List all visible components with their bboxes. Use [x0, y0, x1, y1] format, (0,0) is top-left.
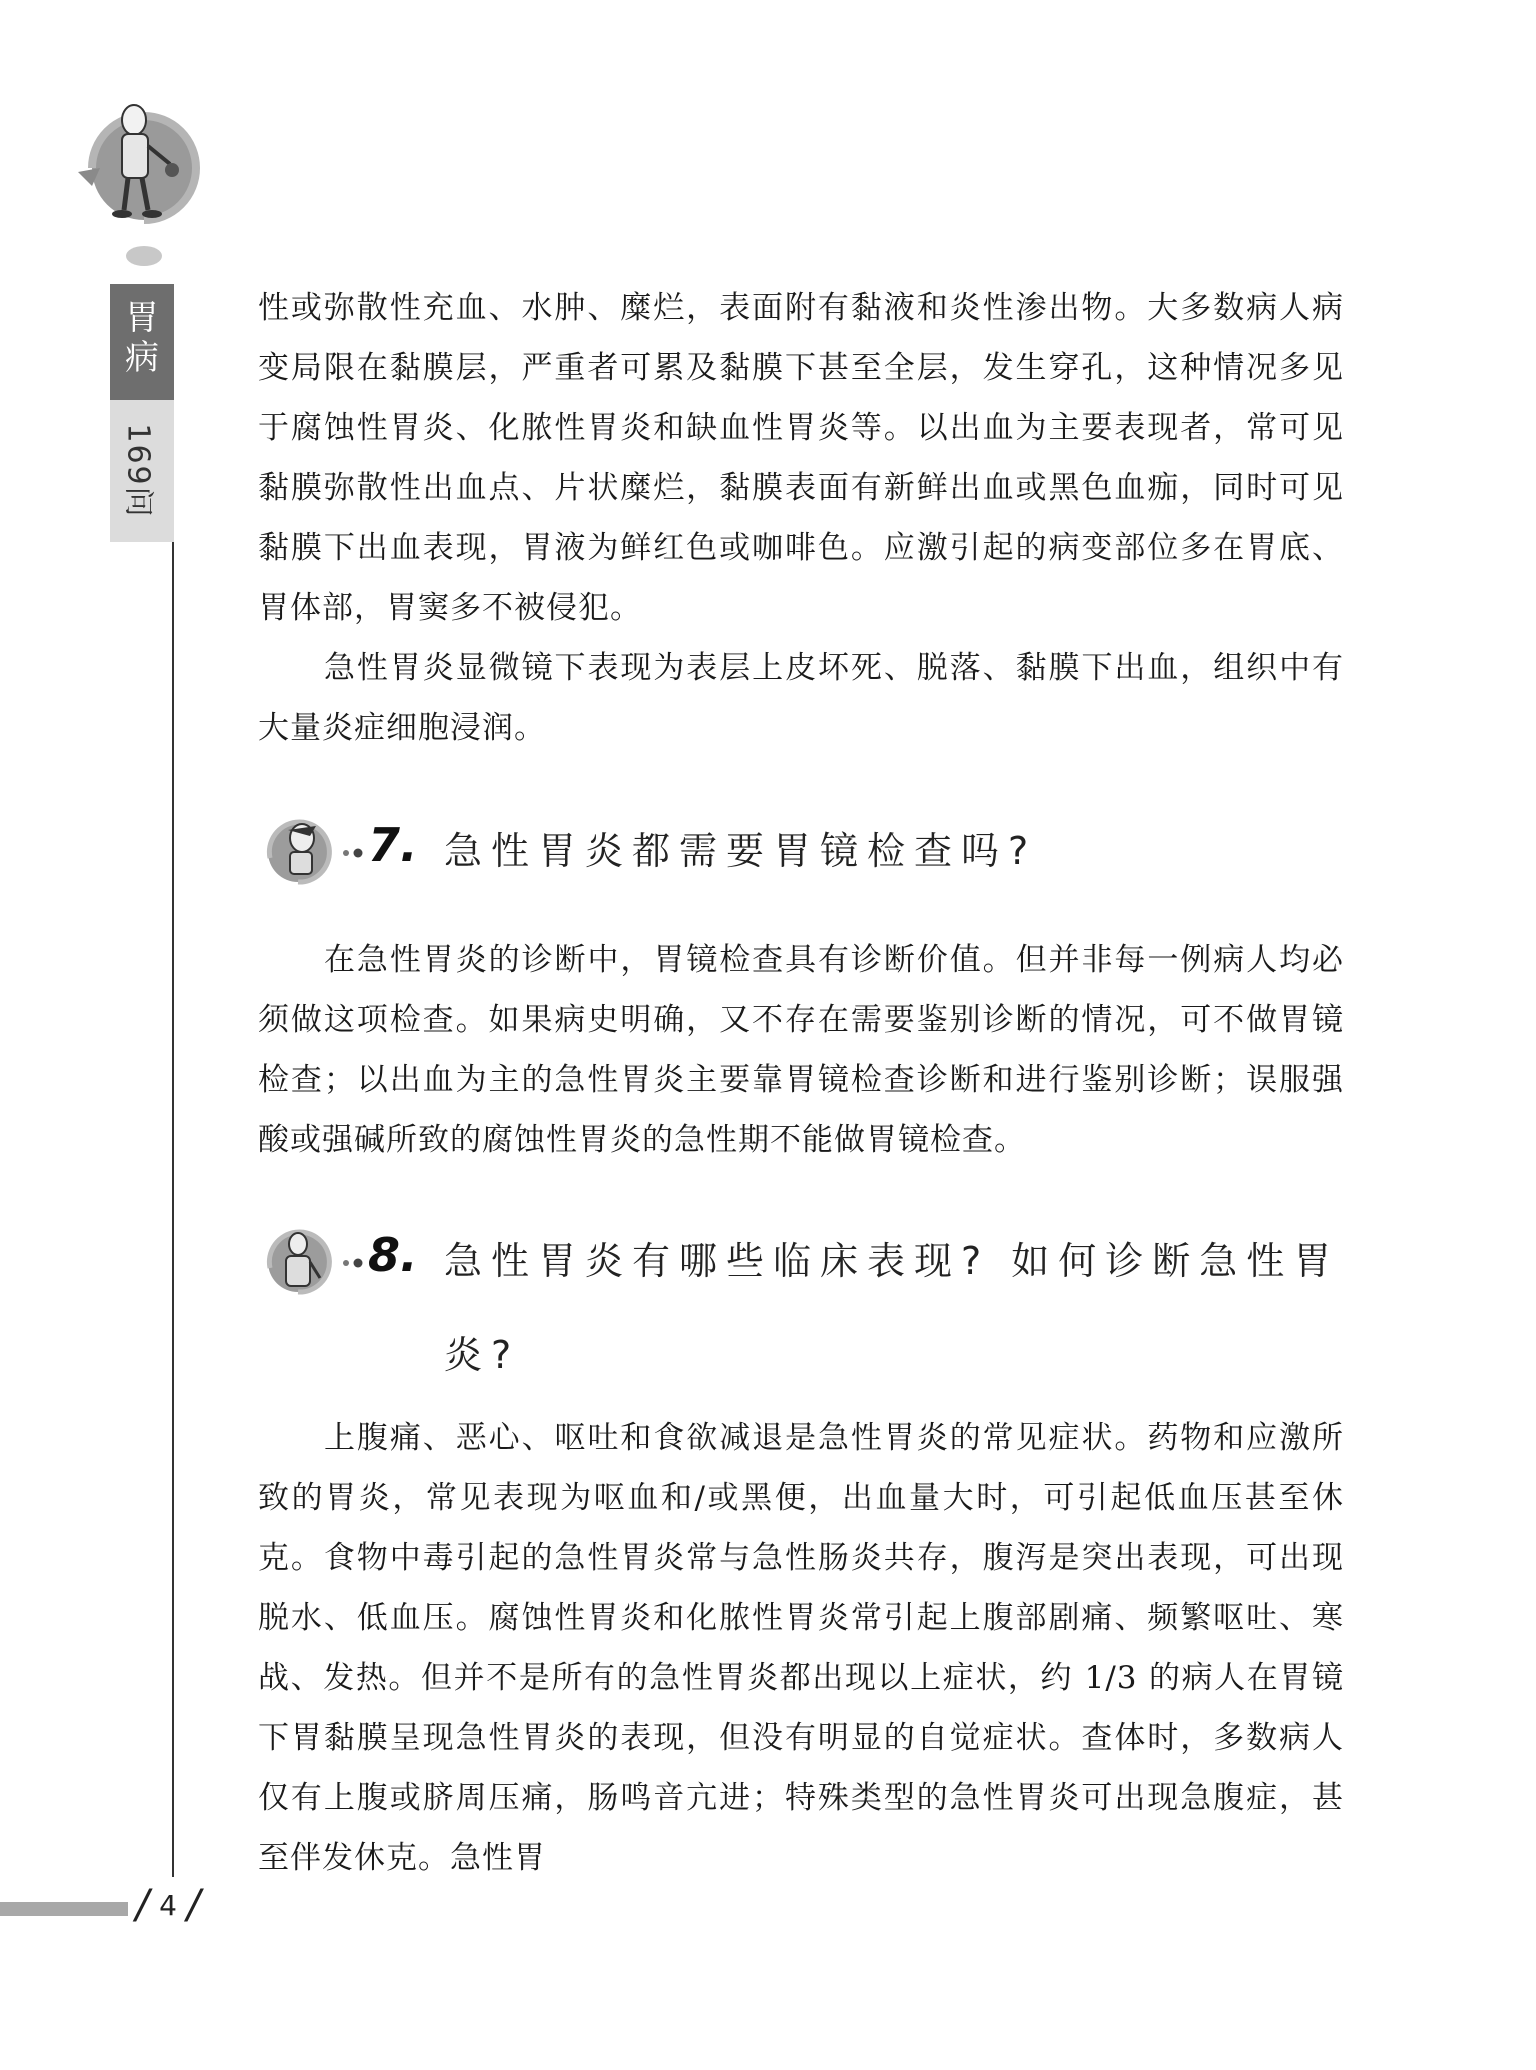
answer-paragraph: 在急性胃炎的诊断中，胃镜检查具有诊断价值。但并非每一例病人均必须做这项检查。如果病史明确，又不存在需要鉴别诊断的情况，可不做胃镜检查；以出血为主的急性胃炎主要靠胃镜检查诊断和进行鉴别诊断；误服强酸或强碱所致的腐蚀性胃炎的急性期不能做胃镜检查。: [258, 942, 1344, 1158]
question-count-label: 169问: [121, 423, 157, 519]
body-paragraph: 性或弥散性充血、水肿、糜烂，表面附有黏液和炎性渗出物。大多数病人病变局限在黏膜层，严重者可累及黏膜下甚至全层，发生穿孔，这种情况多见于腐蚀性胃炎、化脓性胃炎和缺血性胃炎等。以出血为主要表现者，常可见黏膜弥散性出血点、片状糜烂，黏膜表面有新鲜出血或黑色血痂，同时可见黏膜下出血表现，胃液为鲜红色或咖啡色。应激引起的病变部位多在胃底、胃体部，胃窦多不被侵犯。: [258, 290, 1344, 626]
question-count-tab: [110, 400, 174, 542]
folio-bar: [0, 1902, 128, 1916]
question-heading-8: [258, 1218, 1344, 1398]
doctor-question-icon: [258, 1218, 340, 1308]
question-heading-7: [258, 808, 1344, 898]
answer-paragraph: 上腹痛、恶心、呕吐和食欲减退是急性胃炎的常见症状。药物和应激所致的胃炎，常见表现为呕血和/或黑便，出血量大时，可引起低血压甚至休克。食物中毒引起的急性胃炎常与急性肠炎共存，腹泻是突出表现，可出现脱水、低血压。腐蚀性胃炎和化脓性胃炎常引起上腹部剧痛、频繁呕吐、寒战、发热。但并不是所有的急性胃炎都出现以上症状，约 1/3 的病人在胃镜下胃黏膜呈现急性胃炎的表现，但没有明显的自觉症状。查体时，多数病人仅有上腹或脐周压痛，肠鸣音亢进；特殊类型的急性胃炎可出现急腹症，甚至伴发休克。急性胃: [258, 1420, 1344, 1876]
question-title: 急性胃炎都需要胃镜检查吗?: [444, 829, 1038, 873]
book-logo-icon: [62, 86, 222, 276]
folio-slash-left: /: [135, 1882, 150, 1928]
body-paragraph: 急性胃炎显微镜下表现为表层上皮坏死、脱落、黏膜下出血，组织中有大量炎症细胞浸润。: [258, 650, 1344, 746]
doctor-question-icon: [258, 808, 340, 898]
heading-dots-icon: [342, 1256, 366, 1270]
question-title: 急性胃炎有哪些临床表现? 如何诊断急性胃炎?: [444, 1239, 1341, 1377]
page-number: 4: [159, 1888, 177, 1922]
question-number: 8.: [368, 1228, 418, 1282]
margin-rule: [172, 542, 174, 1877]
folio-slash-right: /: [186, 1882, 201, 1928]
book-title-tab: 胃病: [110, 284, 174, 400]
page-folio: [128, 1880, 208, 1930]
question-number: 7.: [368, 818, 418, 872]
heading-dots-icon: [342, 846, 366, 860]
page-body: [258, 278, 1344, 1888]
